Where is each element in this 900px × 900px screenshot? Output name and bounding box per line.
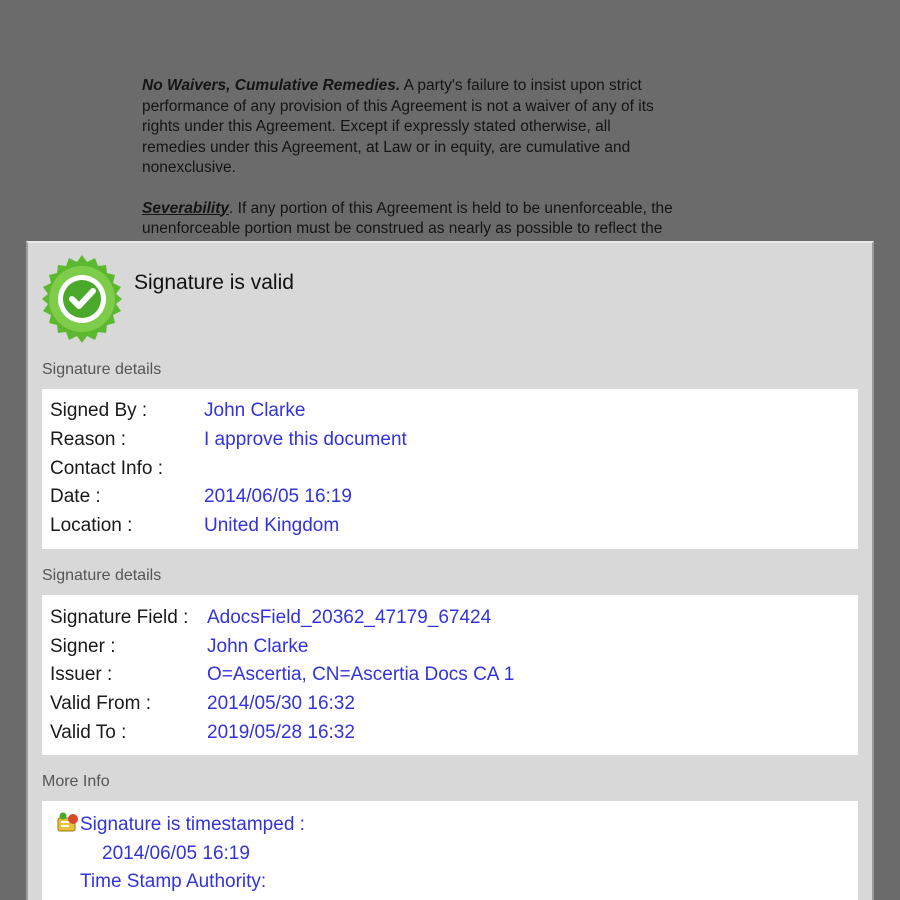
doc-line: . If any portion of this Agreement is held to be unenforceable, the [229, 199, 673, 217]
green-check-seal-icon [36, 253, 128, 345]
doc-heading-waivers: No Waivers, Cumulative Remedies. [142, 77, 401, 94]
timestamp-authority-link[interactable]: Time Stamp Authority: [80, 871, 267, 892]
cert-value: AdocsField_20362_47179_67424 [207, 607, 492, 628]
signature-details-panel [42, 389, 858, 549]
doc-line: performance of any provision of this Agreement is not a waiver of any of its [142, 97, 654, 115]
timestamp-value: 2014/06/05 16:19 [102, 843, 250, 864]
doc-line: unenforceable portion must be construed as nearly as possible to reflect the [142, 220, 663, 237]
timestamp-certificate-icon [56, 811, 80, 835]
background-document [142, 76, 774, 260]
cert-key: Valid To : [50, 722, 127, 743]
section-label-more-info: More Info [42, 773, 110, 790]
signature-validation-dialog [26, 241, 874, 900]
dialog-title: Signature is valid [134, 271, 294, 294]
doc-line: rights under this Agreement. Except if expressly stated otherwise, all [142, 118, 611, 135]
cert-key: Signature Field : [50, 607, 189, 628]
doc-line: nonexclusive. [142, 159, 236, 176]
cert-key: Issuer : [50, 664, 113, 685]
detail-value: United Kingdom [204, 515, 340, 536]
dialog-header [36, 253, 856, 343]
detail-key: Contact Info : [50, 458, 164, 479]
more-info-panel [42, 801, 858, 900]
detail-key: Signed By : [50, 400, 148, 421]
doc-line: remedies under this Agreement, at Law or in equity, are cumulative and [142, 138, 631, 156]
section-label-certificate-details: Signature details [42, 567, 162, 584]
detail-value: I approve this document [204, 429, 407, 450]
detail-key: Reason : [50, 429, 127, 450]
detail-key: Location : [50, 515, 133, 536]
certificate-details-panel [42, 595, 858, 755]
doc-line: A party's failure to insist upon strict [400, 77, 642, 94]
detail-value: 2014/06/05 16:19 [204, 486, 352, 507]
doc-heading-severability: Severability [142, 199, 230, 217]
cert-key: Valid From : [50, 693, 152, 714]
doc-paragraph-waivers [142, 76, 774, 179]
cert-value: 2019/05/28 16:32 [207, 722, 355, 743]
detail-key: Date : [50, 486, 101, 507]
detail-value: John Clarke [204, 400, 306, 421]
timestamped-link[interactable]: Signature is timestamped : [80, 814, 305, 835]
cert-value: 2014/05/30 16:32 [207, 693, 355, 714]
cert-key: Signer : [50, 636, 116, 657]
section-label-signature-details: Signature details [42, 361, 162, 378]
cert-value: O=Ascertia, CN=Ascertia Docs CA 1 [207, 664, 515, 685]
cert-value: John Clarke [207, 636, 309, 657]
doc-paragraph-severability [142, 199, 774, 240]
